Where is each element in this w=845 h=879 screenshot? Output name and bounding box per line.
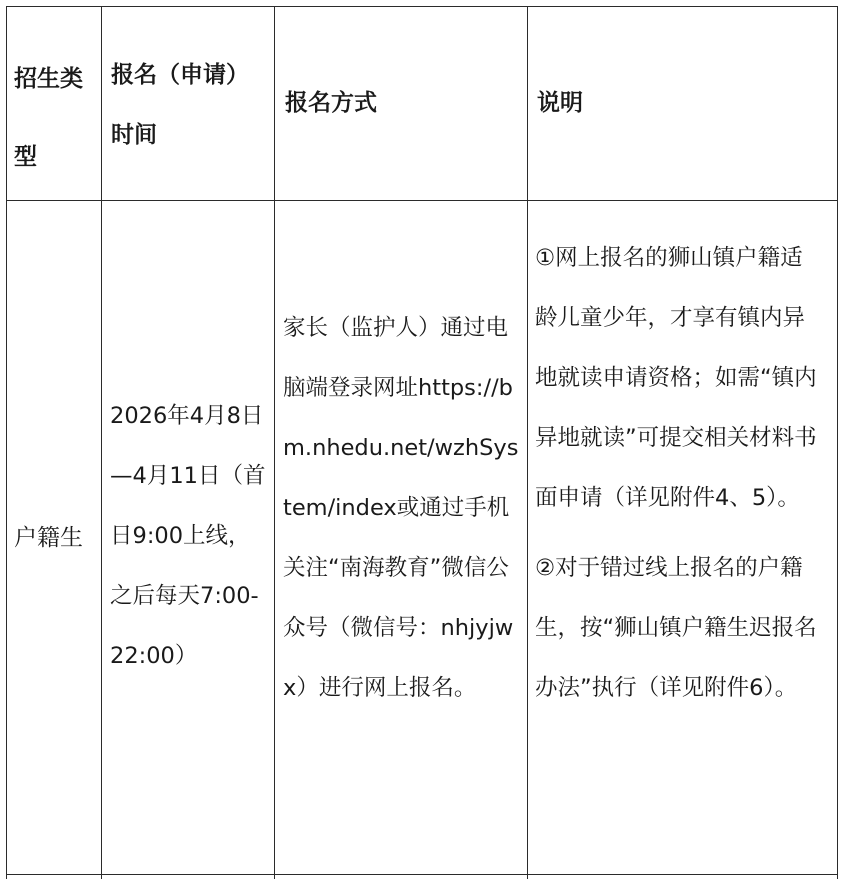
table-row-time-cell (110, 386, 268, 686)
table-row-method-cell (283, 298, 519, 718)
table-column-divider-1 (101, 6, 102, 879)
header-notes-text: 说明 (537, 90, 583, 116)
table-row-type-cell (14, 510, 99, 566)
header-application-time (111, 45, 271, 165)
table-top-border (6, 6, 838, 7)
row-enrollment-type: 户籍生 (14, 525, 83, 551)
row-application-method: 家长（监护人）通过电脑端登录网址https://bm.nhedu.net/wzhSystem/index或通过手机关注“南海教育”微信公众号（微信号：nhjyjwx）进行网上报名。 (283, 315, 519, 701)
table-bottom-border (6, 874, 838, 875)
table-header-divider (6, 200, 838, 201)
row-note-1: ①网上报名的狮山镇户籍适龄儿童少年，才享有镇内异地就读申请资格；如需“镇内异地就读”可提交相关材料书面申请（详见附件4、5）。 (535, 245, 817, 511)
header-application-method-text: 报名方式 (285, 90, 377, 116)
table-right-border (837, 6, 838, 879)
row-application-time: 2026年4月8日—4月11日（首日9:00上线，之后每天7:00-22:00） (110, 403, 266, 669)
header-application-time-text: 报名（申请）时间 (111, 62, 249, 148)
table-column-divider-3 (527, 6, 528, 879)
header-application-method (285, 75, 515, 131)
table-row-notes-cell (535, 228, 820, 718)
header-notes (537, 75, 817, 131)
row-note-2: ②对于错过线上报名的户籍生，按“狮山镇户籍生迟报名办法”执行（详见附件6）。 (535, 555, 817, 701)
table-column-divider-2 (274, 6, 275, 879)
table-left-border (6, 6, 7, 879)
header-enrollment-type (14, 40, 94, 196)
header-enrollment-type-text: 招生类型 (14, 66, 83, 170)
